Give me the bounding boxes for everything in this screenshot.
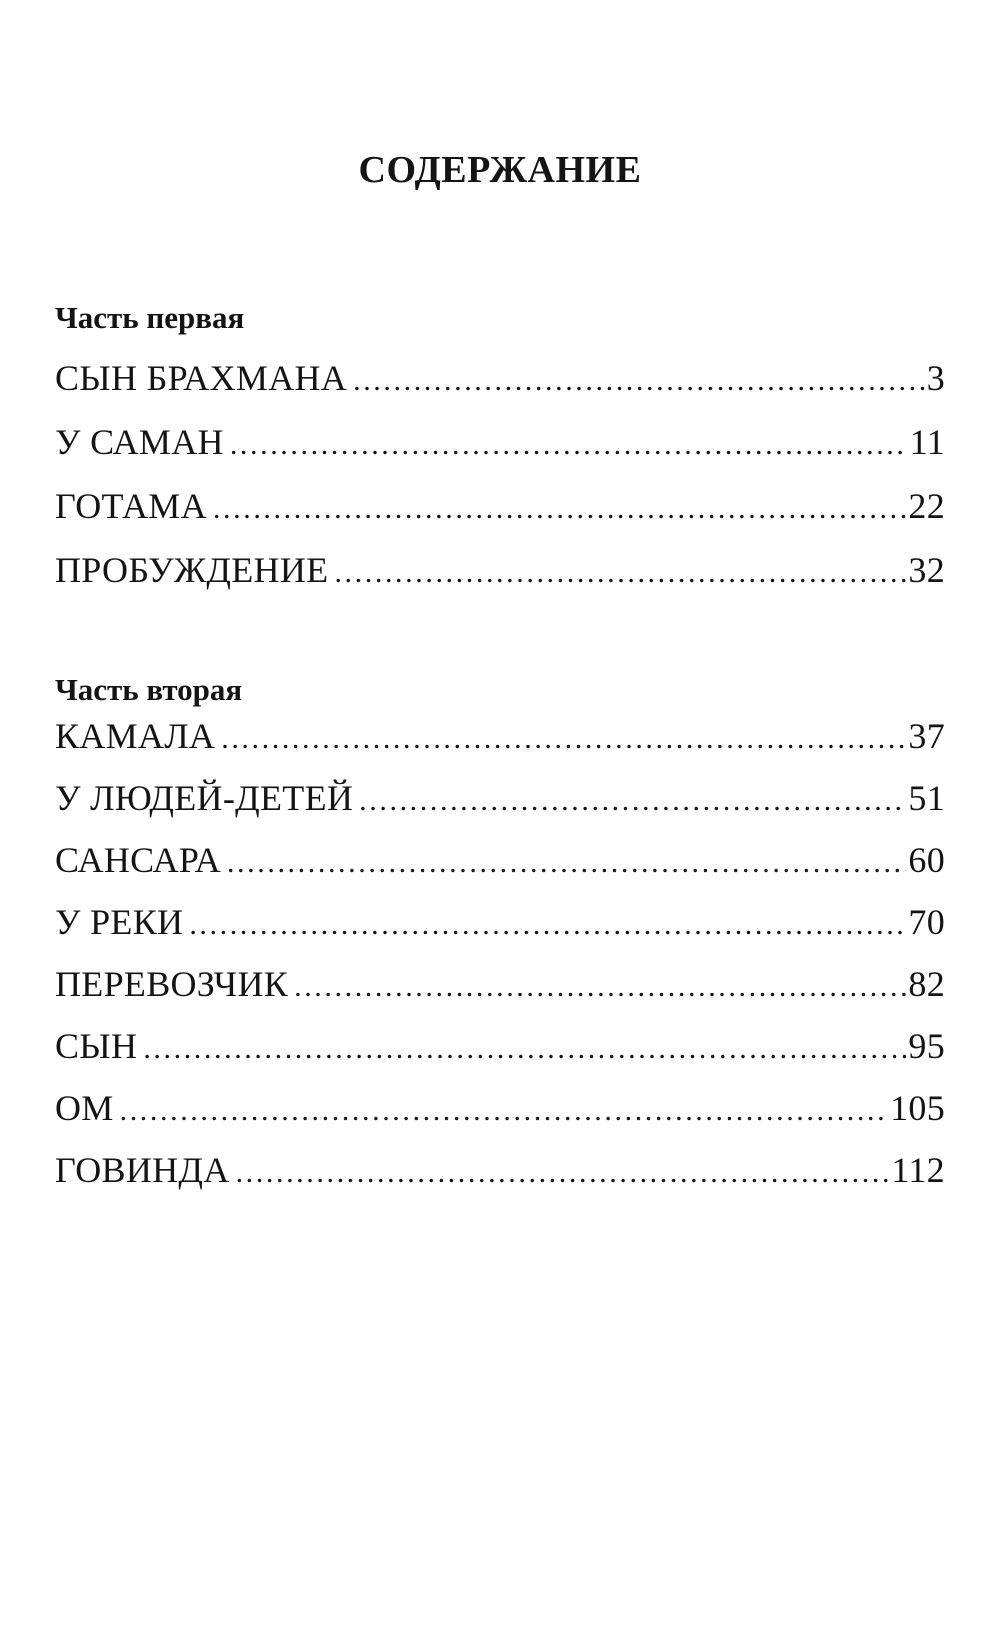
toc-entry-page-number: 3 xyxy=(926,358,945,398)
toc-entry-title: ПРОБУЖДЕНИЕ xyxy=(55,550,329,590)
toc-entry[interactable] xyxy=(55,962,945,1006)
dot-leader xyxy=(227,841,906,885)
toc-entry[interactable] xyxy=(55,484,945,528)
toc-entry[interactable] xyxy=(55,776,945,820)
toc-entry-page-number: 70 xyxy=(908,902,945,942)
dot-leader xyxy=(294,965,906,1009)
toc-entry[interactable] xyxy=(55,1024,945,1068)
dot-leader xyxy=(120,1089,888,1133)
toc-entry[interactable] xyxy=(55,1086,945,1130)
toc-entry[interactable] xyxy=(55,714,945,758)
dot-leader xyxy=(353,359,925,403)
toc-entry[interactable] xyxy=(55,838,945,882)
toc-entry-title: У САМАН xyxy=(55,422,224,462)
toc-entry-page-number: 11 xyxy=(909,422,945,462)
toc-entry[interactable] xyxy=(55,548,945,592)
toc-entry-page-number: 51 xyxy=(908,778,945,818)
toc-entry-title: ГОТАМА xyxy=(55,486,207,526)
dot-leader xyxy=(236,1151,890,1195)
toc-entry-page-number: 22 xyxy=(908,486,945,526)
toc-entry-title: ГОВИНДА xyxy=(55,1150,230,1190)
toc-entry-title: У РЕКИ xyxy=(55,902,184,942)
dot-leader xyxy=(230,423,908,467)
toc-entry-page-number: 37 xyxy=(908,716,945,756)
toc-entry-title: СЫН БРАХМАНА xyxy=(55,358,348,398)
toc-entry-title: СЫН xyxy=(55,1026,138,1066)
toc-entry[interactable] xyxy=(55,420,945,464)
part-heading: Часть первая xyxy=(55,300,245,335)
page-title: СОДЕРЖАНИЕ xyxy=(358,149,642,191)
toc-entry-title: КАМАЛА xyxy=(55,716,216,756)
toc-entry-title: ОМ xyxy=(55,1088,114,1128)
dot-leader xyxy=(213,487,906,531)
toc-entry-page-number: 95 xyxy=(908,1026,945,1066)
toc-entry[interactable] xyxy=(55,356,945,400)
toc-entry-page-number: 112 xyxy=(891,1150,945,1190)
toc-entry-page-number: 32 xyxy=(908,550,945,590)
toc-entry-page-number: 60 xyxy=(908,840,945,880)
dot-leader xyxy=(221,717,906,761)
toc-entry-title: САНСАРА xyxy=(55,840,221,880)
toc-entry[interactable] xyxy=(55,900,945,944)
toc-entry[interactable] xyxy=(55,1148,945,1192)
toc-entry-title: ПЕРЕВОЗЧИК xyxy=(55,964,289,1004)
toc-entry-title: У ЛЮДЕЙ-ДЕТЕЙ xyxy=(55,778,354,818)
dot-leader xyxy=(143,1027,906,1071)
toc-entry-page-number: 82 xyxy=(908,964,945,1004)
dot-leader xyxy=(189,903,906,947)
dot-leader xyxy=(359,779,906,823)
dot-leader xyxy=(334,551,906,595)
part-heading: Часть вторая xyxy=(55,672,243,707)
toc-entry-page-number: 105 xyxy=(890,1088,945,1128)
